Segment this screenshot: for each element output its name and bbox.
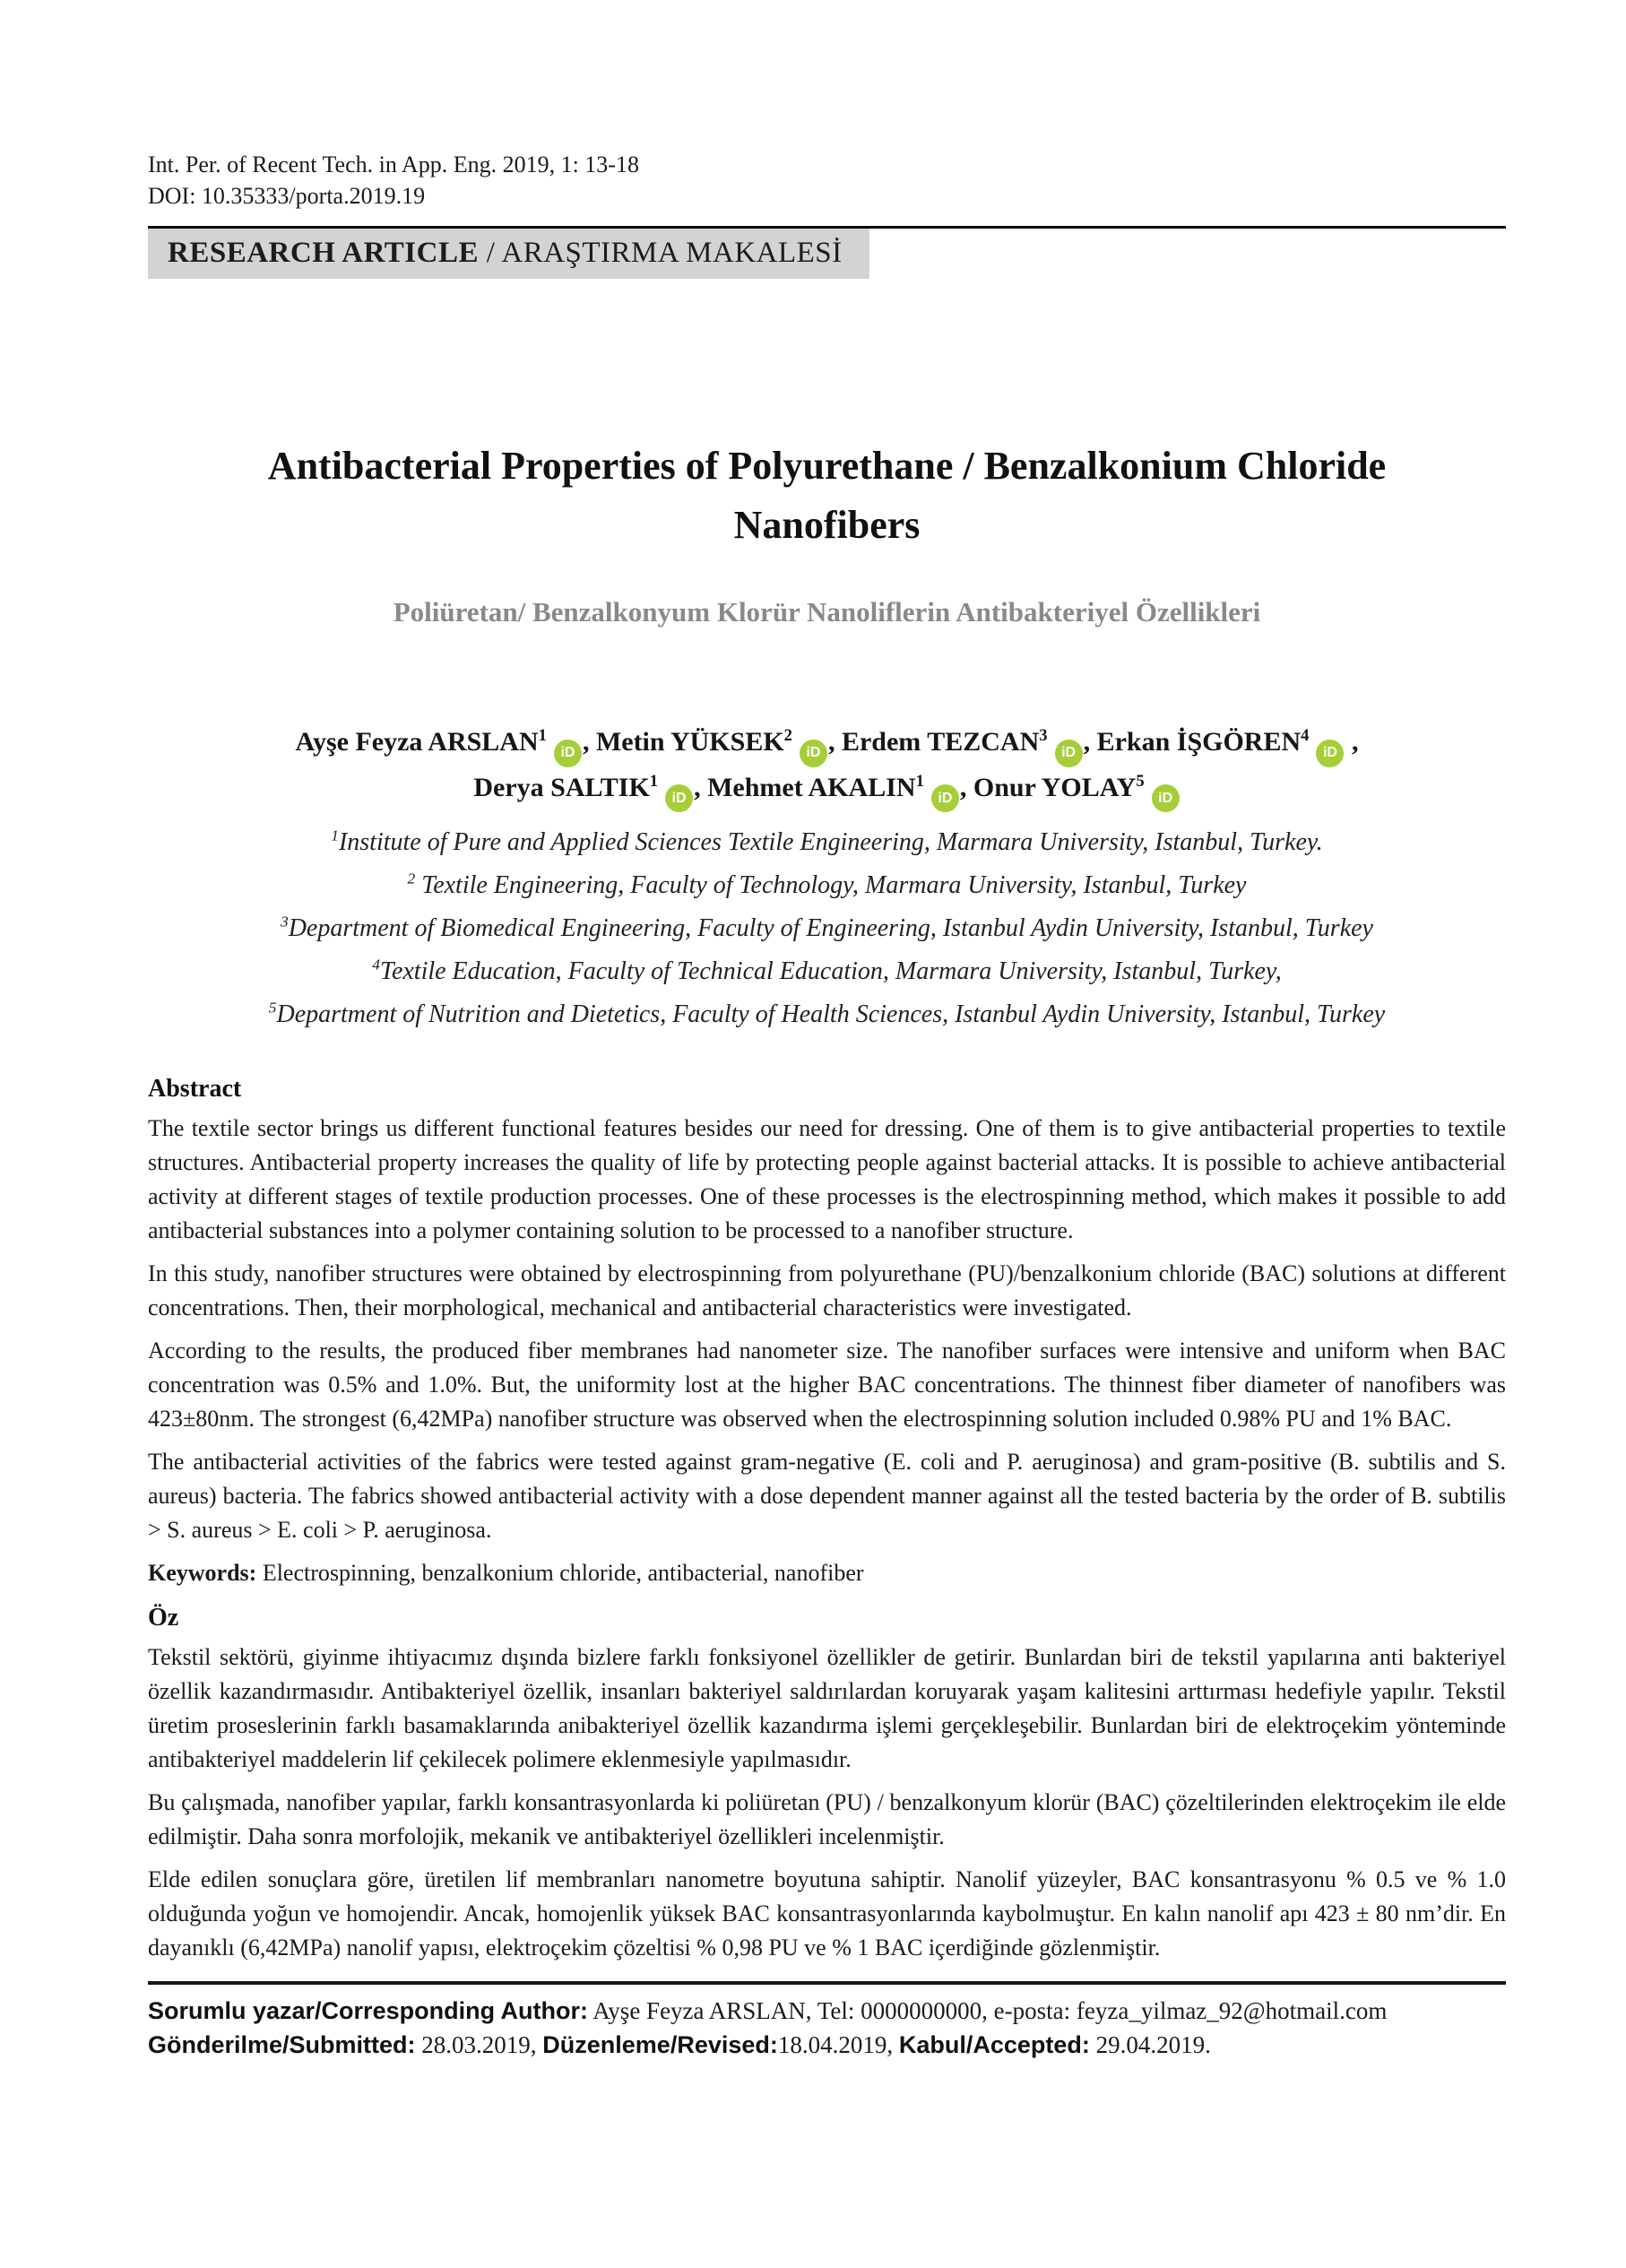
revised-date: 18.04.2019, [777, 2031, 899, 2058]
footer-divider [148, 1981, 1506, 1985]
author-name: Metin YÜKSEK [595, 727, 784, 757]
keywords-text: Electrospinning, benzalkonium chloride, antibacterial, nanofiber [256, 1560, 864, 1586]
orcid-icon: iD [554, 740, 582, 767]
author-superscript: 5 [1136, 771, 1145, 791]
author-name: Erdem TEZCAN [841, 727, 1040, 757]
affiliation-text: Textile Education, Faculty of Technical Education, Marmara University, Istanbul, Turkey, [379, 957, 1282, 985]
author [841, 726, 1097, 760]
abstract-paragraphs [148, 1112, 1506, 1547]
submitted-label: Gönderilme/Submitted: [148, 2031, 416, 2058]
article-type-banner [148, 229, 869, 279]
orcid-icon: iD [1055, 740, 1083, 767]
author [595, 726, 842, 760]
page [0, 149, 1626, 2062]
paragraph: Bu çalışmada, nanofiber yapılar, farklı konsantrasyonlarda ki poliüretan (PU) / benzalkonyum klorür (BAC) çözeltilerinden elektroçekim ile elde edilmiştir. Daha sonra morfolojik, mekanik ve antibakteriyel özellikleri incelenmiştir. [148, 1789, 1506, 1849]
author-separator: , [827, 727, 842, 757]
affiliation-text: Department of Biomedical Engineering, Faculty of Engineering, Istanbul Aydin University, Istanbul, Turkey [288, 914, 1373, 942]
orcid-icon: iD [800, 740, 827, 767]
article-title-turkish: Poliüretan/ Benzalkonyum Klorür Nanoliflerin Antibakteriyel Özellikleri [393, 596, 1261, 628]
affiliation-text: Textile Engineering, Faculty of Technology, Marmara University, Istanbul, Turkey [415, 871, 1247, 899]
affiliation-superscript: 3 [281, 913, 289, 931]
journal-citation: Int. Per. of Recent Tech. in App. Eng. 2019, 1: 13-18 [148, 151, 639, 177]
article-title-english: Antibacterial Properties of Polyurethane / Benzalkonium Chloride Nanofibers [267, 444, 1387, 547]
revised-label: Düzenleme/Revised: [542, 2031, 778, 2058]
footer-block [148, 1994, 1506, 2062]
affiliation-line [148, 864, 1506, 907]
affiliation-superscript: 5 [268, 999, 277, 1017]
affiliation-superscript: 4 [372, 956, 380, 974]
orcid-icon: iD [1316, 740, 1344, 767]
paragraph: Tekstil sektörü, giyinme ihtiyacımız dışında bizlere farklı fonksiyonel özellikler de getirir. Bunlardan biri de tekstil yapılarına anti bakteriyel özellik kazandırmasıdır. Antibakteriyel özellik, insanları bakteriyel saldırılardan koruyarak yaşam kalitesini arttırması hedefiyle yapılır. Tekstil üretim proseslerinin farklı basamaklarında anibakteriyel özellik kazandırma işlemi gerçekleşebilir. Bunlardan biri de elektroçekim yönteminde antibakteriyel maddelerin lif çekilecek polimere eklenmesiyle yapılmasıdır. [148, 1644, 1506, 1772]
authors-block [148, 722, 1506, 812]
accepted-date: 29.04.2019. [1089, 2031, 1211, 2058]
author [473, 771, 708, 806]
author-superscript: 1 [915, 771, 924, 791]
corresponding-author-label: Sorumlu yazar/Corresponding Author: [148, 1997, 589, 2024]
author [973, 771, 1181, 806]
orcid-icon: iD [665, 784, 693, 812]
authors-line [148, 722, 1506, 767]
author-name: Erkan İŞGÖREN [1096, 727, 1302, 757]
affiliation-line [148, 993, 1506, 1036]
banner-turkish-label: / ARAŞTIRMA MAKALESİ [479, 237, 843, 269]
accepted-label: Kabul/Accepted: [898, 2031, 1090, 2058]
dates-line [148, 2028, 1506, 2062]
author-separator: , [582, 727, 596, 757]
author-name: Mehmet AKALIN [707, 772, 916, 802]
author-name: Onur YOLAY [973, 772, 1137, 802]
abstract-heading: Abstract [148, 1075, 242, 1103]
affiliation-line [148, 950, 1506, 993]
affiliation-line [148, 821, 1506, 864]
author-superscript: 2 [783, 726, 792, 745]
submitted-date: 28.03.2019, [415, 2031, 543, 2058]
author [1096, 726, 1359, 760]
author [707, 771, 973, 806]
author-superscript: 1 [649, 771, 659, 791]
affiliation-superscript: 2 [407, 870, 416, 887]
corresponding-author-line [148, 1994, 1506, 2028]
author [295, 726, 596, 760]
author-superscript: 3 [1039, 726, 1048, 745]
doi-line: DOI: 10.35333/porta.2019.19 [148, 183, 426, 209]
affiliation-text: Institute of Pure and Applied Sciences Textile Engineering, Marmara University, Istanbul, Turkey. [338, 828, 1323, 856]
paragraph: In this study, nanofiber structures were obtained by electrospinning from polyurethane (PU)/benzalkonium chloride (BAC) solutions at different concentrations. Then, their morphological, mechanical and antibacterial characteristics were investigated. [148, 1260, 1506, 1320]
affiliation-line [148, 907, 1506, 950]
affiliation-text: Department of Nutrition and Dietetics, Faculty of Health Sciences, Istanbul Aydin University, Istanbul, Turkey [276, 1000, 1386, 1028]
author-separator: , [694, 772, 708, 802]
orcid-icon: iD [931, 784, 959, 812]
oz-heading: Öz [148, 1604, 179, 1632]
banner-research-article-label: RESEARCH ARTICLE [168, 237, 480, 269]
paragraph: Elde edilen sonuçlara göre, üretilen lif membranları nanometre boyutuna sahiptir. Nanolif yüzeyler, BAC konsantrasyonu % 0.5 ve % 1.0 olduğunda yoğun ve homojendir. Ancak, homojenlik yüksek BAC konsantrasyonlarında kaybolmuştur. En kalın nanolif apı 423 ± 80 nm’dir. En dayanıklı (6,42MPa) nanolif yapısı, elektroçekim çözeltisi % 0,98 PU ve % 1 BAC içerdiğinde gözlenmiştir. [148, 1866, 1506, 1961]
corresponding-author-value: Ayşe Feyza ARSLAN, Tel: 0000000000, e-posta: feyza_yilmaz_92@hotmail.com [588, 1997, 1388, 2024]
journal-header [148, 149, 1506, 212]
article-type-banner-rule [148, 226, 1506, 279]
oz-paragraphs [148, 1640, 1506, 1965]
affiliation-superscript: 1 [331, 827, 339, 844]
authors-line [148, 767, 1506, 813]
orcid-icon: iD [1152, 784, 1180, 812]
keywords-label: Keywords: [148, 1560, 257, 1586]
author-name: Derya SALTIK [473, 772, 650, 802]
paragraph: According to the results, the produced fiber membranes had nanometer size. The nanofiber surfaces were intensive and uniform when BAC concentration was 0.5% and 1.0%. But, the uniformity lost at the higher BAC concentrations. The thinnest fiber diameter of nanofibers was 423±80nm. The strongest (6,42MPa) nanofiber structure was observed when the electrospinning solution included 0.98% PU and 1% BAC. [148, 1337, 1506, 1432]
paragraph: The textile sector brings us different functional features besides our need for dressing. One of them is to give antibacterial properties to textile structures. Antibacterial property increases the quality of life by protecting people against bacterial attacks. It is possible to achieve antibacterial activity at different stages of textile production processes. One of these processes is the electrospinning method, which makes it possible to add antibacterial substances into a polymer containing solution to be processed to a nanofiber structure. [148, 1115, 1506, 1243]
author-separator: , [1083, 727, 1097, 757]
affiliations-block [148, 821, 1506, 1036]
paragraph: The antibacterial activities of the fabrics were tested against gram-negative (E. coli and P. aeruginosa) and gram-positive (B. subtilis and S. aureus) bacteria. The fabrics showed antibacterial activity with a dose dependent manner against all the tested bacteria by the order of B. subtilis > S. aureus > E. coli > P. aeruginosa. [148, 1449, 1506, 1543]
author-name: Ayşe Feyza ARSLAN [295, 727, 539, 757]
author-superscript: 4 [1301, 726, 1310, 745]
author-superscript: 1 [538, 726, 547, 745]
author-separator: , [959, 772, 973, 802]
author-separator: , [1345, 727, 1359, 757]
keywords-line [148, 1556, 1506, 1590]
